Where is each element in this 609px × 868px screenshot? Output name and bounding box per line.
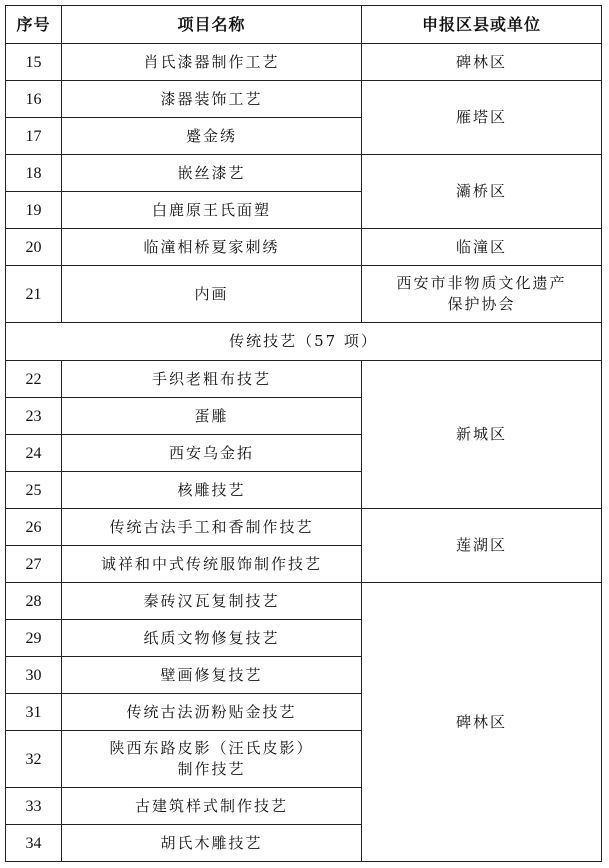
unit-line: 西安市非物质文化遗产 [396,274,567,292]
category-row [6,323,602,361]
name-cell: 壁画修复技艺 [62,657,362,694]
unit-cell: 碑林区 [362,583,602,862]
name-cell: 蹙金绣 [62,118,362,155]
name-cell: 漆器装饰工艺 [62,81,362,118]
header-seq: 序号 [6,6,62,44]
seq-cell: 18 [6,155,62,192]
name-cell: 诚祥和中式传统服饰制作技艺 [62,546,362,583]
name-cell [62,731,362,788]
name-cell: 传统古法手工和香制作技艺 [62,509,362,546]
seq-cell: 26 [6,509,62,546]
name-cell: 秦砖汉瓦复制技艺 [62,583,362,620]
seq-cell: 30 [6,657,62,694]
seq-cell: 23 [6,398,62,435]
table-row [6,583,602,620]
seq-cell: 21 [6,266,62,323]
category-title: 传统技艺（57 项） [6,323,602,361]
name-cell: 内画 [62,266,362,323]
name-cell: 纸质文物修复技艺 [62,620,362,657]
seq-cell: 19 [6,192,62,229]
seq-cell: 17 [6,118,62,155]
unit-cell [362,266,602,323]
name-line: 陕西东路皮影（汪氏皮影） [109,739,314,757]
name-cell: 胡氏木雕技艺 [62,825,362,862]
name-cell: 嵌丝漆艺 [62,155,362,192]
unit-cell: 莲湖区 [362,509,602,583]
table-row [6,155,602,192]
seq-cell: 20 [6,229,62,266]
name-cell: 传统古法沥粉贴金技艺 [62,694,362,731]
seq-cell: 15 [6,44,62,81]
unit-line: 保护协会 [447,295,516,313]
table-row [6,509,602,546]
unit-cell: 碑林区 [362,44,602,81]
seq-cell: 22 [6,361,62,398]
header-unit: 申报区县或单位 [362,6,602,44]
name-cell: 西安乌金拓 [62,435,362,472]
seq-cell: 28 [6,583,62,620]
seq-cell: 31 [6,694,62,731]
unit-cell: 临潼区 [362,229,602,266]
seq-cell: 29 [6,620,62,657]
table-row [6,361,602,398]
unit-cell: 雁塔区 [362,81,602,155]
table-row [6,44,602,81]
table-row [6,81,602,118]
table-row [6,266,602,323]
header-name: 项目名称 [62,6,362,44]
seq-cell: 16 [6,81,62,118]
name-cell: 核雕技艺 [62,472,362,509]
seq-cell: 33 [6,788,62,825]
name-cell: 肖氏漆器制作工艺 [62,44,362,81]
name-cell: 临潼相桥夏家刺绣 [62,229,362,266]
name-cell: 白鹿原王氏面塑 [62,192,362,229]
unit-cell: 灞桥区 [362,155,602,229]
header-row [6,6,602,44]
name-line: 制作技艺 [177,760,246,778]
name-cell: 古建筑样式制作技艺 [62,788,362,825]
name-cell: 手织老粗布技艺 [62,361,362,398]
seq-cell: 24 [6,435,62,472]
unit-cell: 新城区 [362,361,602,509]
table-row [6,229,602,266]
seq-cell: 32 [6,731,62,788]
seq-cell: 25 [6,472,62,509]
seq-cell: 27 [6,546,62,583]
seq-cell: 34 [6,825,62,862]
heritage-table [5,5,602,862]
name-cell: 蛋雕 [62,398,362,435]
